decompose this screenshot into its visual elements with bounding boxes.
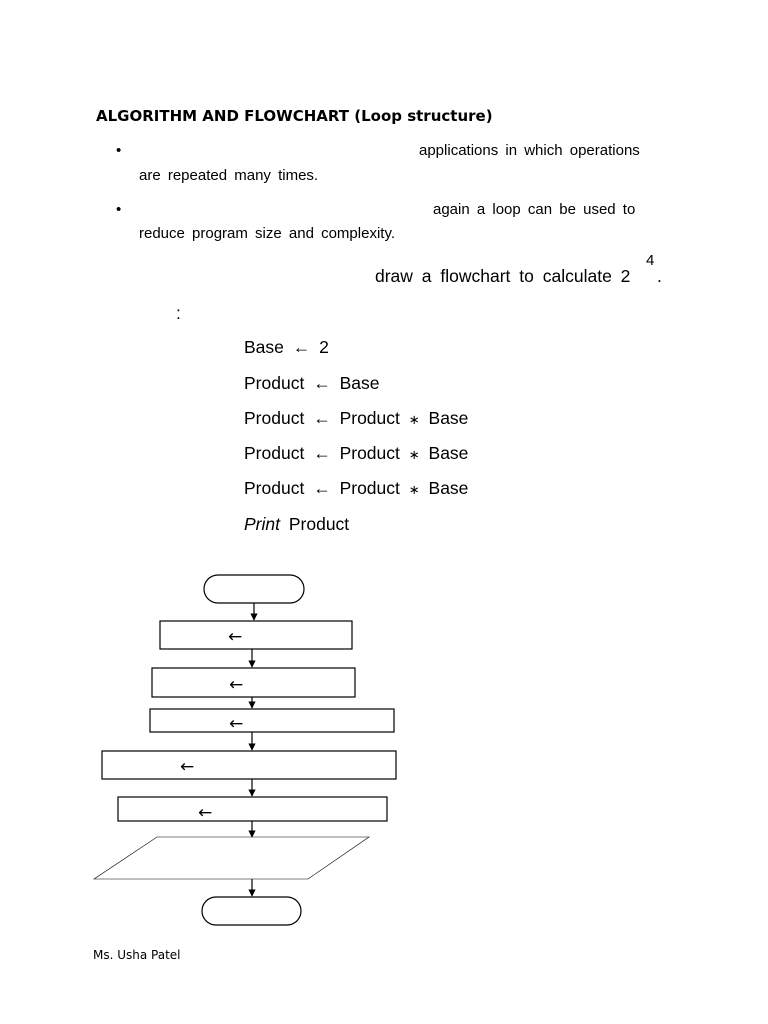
bullet-marker-1: • <box>116 142 122 159</box>
flowchart-box-3-arrow: ← <box>229 714 244 734</box>
example-exponent: 4 <box>646 252 655 269</box>
example-text: draw a flowchart to calculate 2 <box>375 266 631 286</box>
flowchart-process-1 <box>160 621 352 649</box>
step-rhs: Base <box>339 373 380 393</box>
flowchart-output-parallelogram <box>94 837 369 879</box>
assign-arrow: ← <box>313 478 331 498</box>
heading-main: ALGORITHM AND FLOWCHART <box>96 107 349 125</box>
bullet-1-line-1: applications in which operations <box>419 142 640 159</box>
assign-arrow: ← <box>313 408 331 428</box>
bullet-1-line-2: are repeated many times. <box>139 167 319 184</box>
flowchart-process-4 <box>102 751 396 779</box>
flowchart-process-3 <box>150 709 394 732</box>
multiply-operator: ∗ <box>408 482 420 497</box>
flowchart-box-2-arrow: ← <box>229 675 244 695</box>
bullet-marker-2: • <box>116 201 122 218</box>
step-rhs-2: Base <box>428 478 469 498</box>
assign-arrow: ← <box>313 443 331 463</box>
print-value: Product <box>288 514 350 534</box>
bullet-2-line-1: again a loop can be used to <box>433 201 636 218</box>
step-lhs: Base <box>244 337 284 357</box>
flowchart-process-5 <box>118 797 387 821</box>
flowchart-start-terminal <box>204 575 304 603</box>
step-rhs: Product <box>339 443 400 463</box>
step-lhs: Product <box>244 373 305 393</box>
footer-author: Ms. Usha Patel <box>93 948 181 962</box>
step-rhs-2: Base <box>428 408 469 428</box>
step-rhs-2: Base <box>428 443 469 463</box>
print-keyword: Print <box>244 514 280 534</box>
example-period: . <box>657 266 662 286</box>
step-lhs: Product <box>244 478 305 498</box>
flowchart-box-4-arrow: ← <box>180 757 195 777</box>
multiply-operator: ∗ <box>408 412 420 427</box>
step-lhs: Product <box>244 408 305 428</box>
bullet-2-line-2: reduce program size and complexity. <box>139 225 395 242</box>
multiply-operator: ∗ <box>408 447 420 462</box>
flowchart-end-terminal <box>202 897 301 925</box>
assign-arrow: ← <box>313 373 331 393</box>
assign-arrow: ← <box>292 337 311 357</box>
flowchart-box-5-arrow: ← <box>198 803 213 823</box>
step-rhs: Product <box>339 408 400 428</box>
solution-colon: : <box>176 303 181 323</box>
step-rhs: 2 <box>319 337 329 357</box>
flowchart-process-2 <box>152 668 355 697</box>
step-lhs: Product <box>244 443 305 463</box>
heading-subtitle: (Loop structure) <box>354 107 493 125</box>
flowchart-box-1-arrow: ← <box>228 627 243 647</box>
step-rhs: Product <box>339 478 400 498</box>
